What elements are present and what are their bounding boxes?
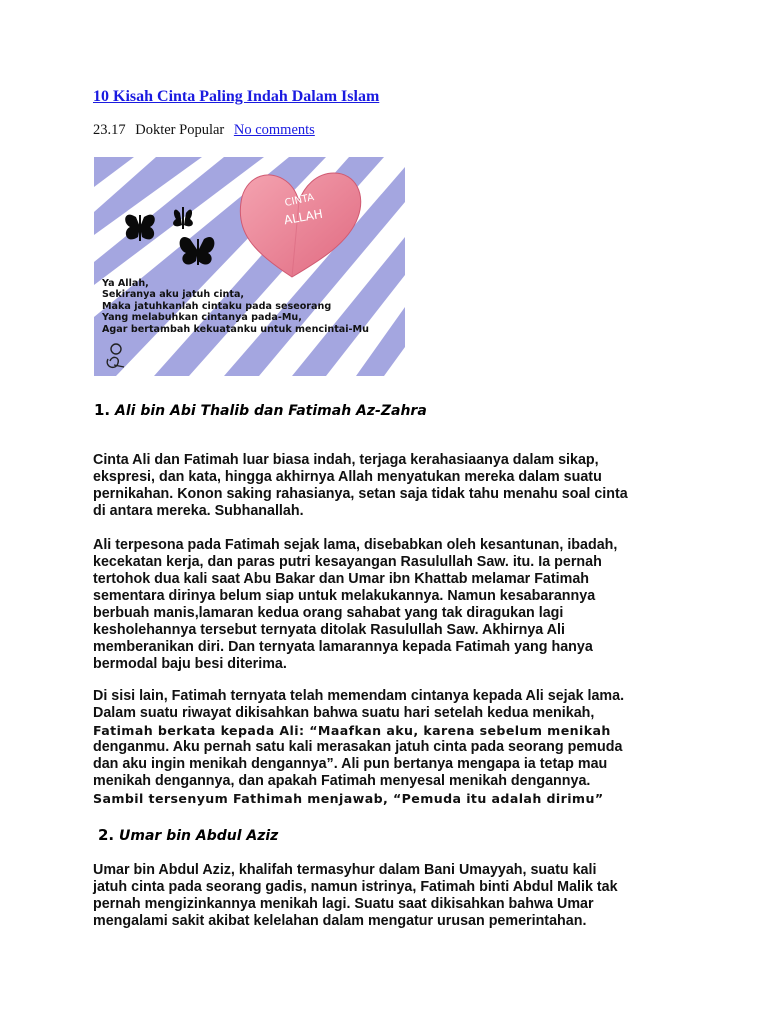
butterfly-icon: [125, 215, 155, 241]
paragraph: [93, 688, 683, 807]
poem-line: Yang melabuhkan cintanya pada-Mu,: [102, 312, 302, 324]
paragraph-line: pernikahan. Konon saking rahasianya, setan saja tidak tahu menahu soal cinta: [93, 486, 628, 502]
paragraph-line: kesholehannya tersebut ternyata ditolak Rasulullah Saw. Akhirnya Ali: [93, 622, 565, 638]
poem-line: Maka jatuhkanlah cintaku pada seseorang: [102, 300, 332, 312]
post-title-link[interactable]: 10 Kisah Cinta Paling Indah Dalam Islam: [93, 88, 380, 105]
paragraph-line: berbuah manis,lamaran kedua orang sahabat yang tak diragukan lagi: [93, 605, 564, 621]
svg-text:ALLAH: ALLAH: [282, 206, 324, 228]
post-author: Dokter Popular: [135, 122, 225, 138]
poem-text: [102, 278, 369, 335]
paragraph-line: di antara mereka. Subhanallah.: [93, 503, 304, 519]
poem-line: Ya Allah,: [102, 278, 149, 289]
paragraph-line: Sambil tersenyum Fathimah menjawab, “Pemuda itu adalah dirimu”: [93, 791, 604, 806]
paragraph: [93, 862, 683, 930]
paragraph-line: pernah mengizinkannya menikah lagi. Suatu saat dikisahkan bahwa Umar: [93, 896, 594, 912]
paragraph-line: jatuh cinta pada seorang gadis, namun istrinya, Fatimah binti Abdul Malik tak: [93, 879, 618, 895]
paragraph-line: dan aku ingin menikah dengannya”. Ali pun bertanya mengapa ia tetap mau: [93, 756, 608, 772]
paragraph-line: ekspresi, dan kata, hingga akhirnya Allah menyatukan mereka dalam suatu: [93, 469, 602, 485]
paragraph: [93, 452, 683, 520]
paragraph-line: memberanikan diri. Dan ternyata lamarannya kepada Fatimah yang hanya: [93, 639, 593, 655]
paragraph: [93, 537, 683, 673]
section-title: Umar bin Abdul Aziz: [119, 828, 279, 844]
section-title: Ali bin Abi Thalib dan Fatimah Az-Zahra: [115, 403, 427, 419]
paragraph-line: Ali terpesona pada Fatimah sejak lama, disebabkan oleh kesantunan, ibadah,: [93, 537, 618, 553]
banner-artwork: [94, 157, 405, 376]
butterfly-icon: [180, 237, 215, 265]
paragraph-line: kecekatan kerja, dan paras putri kesayangan Rasulullah Saw. itu. Ia pernah: [93, 554, 602, 570]
poem-line: Sekiranya aku jatuh cinta,: [102, 289, 245, 301]
paragraph-line: Dalam suatu riwayat dikisahkan bahwa suatu hari setelah kedua menikah,: [93, 705, 595, 721]
post-time: 23.17: [93, 122, 126, 138]
paragraph-line: Umar bin Abdul Aziz, khalifah termasyhur dalam Bani Umayyah, suatu kali: [93, 862, 597, 878]
paragraph-line: Fatimah berkata kepada Ali: “Maafkan aku, karena sebelum menikah: [93, 723, 611, 738]
comments-link[interactable]: No comments: [233, 122, 315, 138]
section-number: 1.: [94, 401, 111, 419]
butterfly-icon: [173, 207, 193, 229]
cinta-allah-image: [94, 157, 405, 376]
paragraph-line: mengalami sakit akibat kelelahan dalam mengatur urusan pemerintahan.: [93, 913, 587, 929]
section-number: 2.: [98, 826, 115, 844]
svg-text:CINTA: CINTA: [283, 192, 316, 210]
section-heading-umar: [98, 826, 278, 844]
paragraph-line: Cinta Ali dan Fatimah luar biasa indah, terjaga kerahasiaanya dalam sikap,: [93, 452, 599, 468]
paragraph-line: sementara dirinya belum siap untuk melakukannya. Namun kesabarannya: [93, 588, 596, 604]
paragraph-line: menikah dengannya, dan apakah Fatimah menyesal menikah dengannya.: [93, 773, 591, 789]
paragraph-line: bermodal baju besi diterima.: [93, 656, 287, 672]
poem-line: Agar bertambah kekuatanku untuk mencintai-Mu: [102, 323, 369, 335]
post-meta: [93, 122, 315, 139]
section-heading-ali-fatimah: [94, 401, 427, 419]
paragraph-line: tertohok dua kali saat Abu Bakar dan Umar ibn Khattab melamar Fatimah: [93, 571, 590, 587]
paragraph-line: denganmu. Aku pernah satu kali merasakan jatuh cinta pada seorang pemuda: [93, 739, 623, 755]
paragraph-line: Di sisi lain, Fatimah ternyata telah memendam cintanya kepada Ali sejak lama.: [93, 688, 625, 704]
